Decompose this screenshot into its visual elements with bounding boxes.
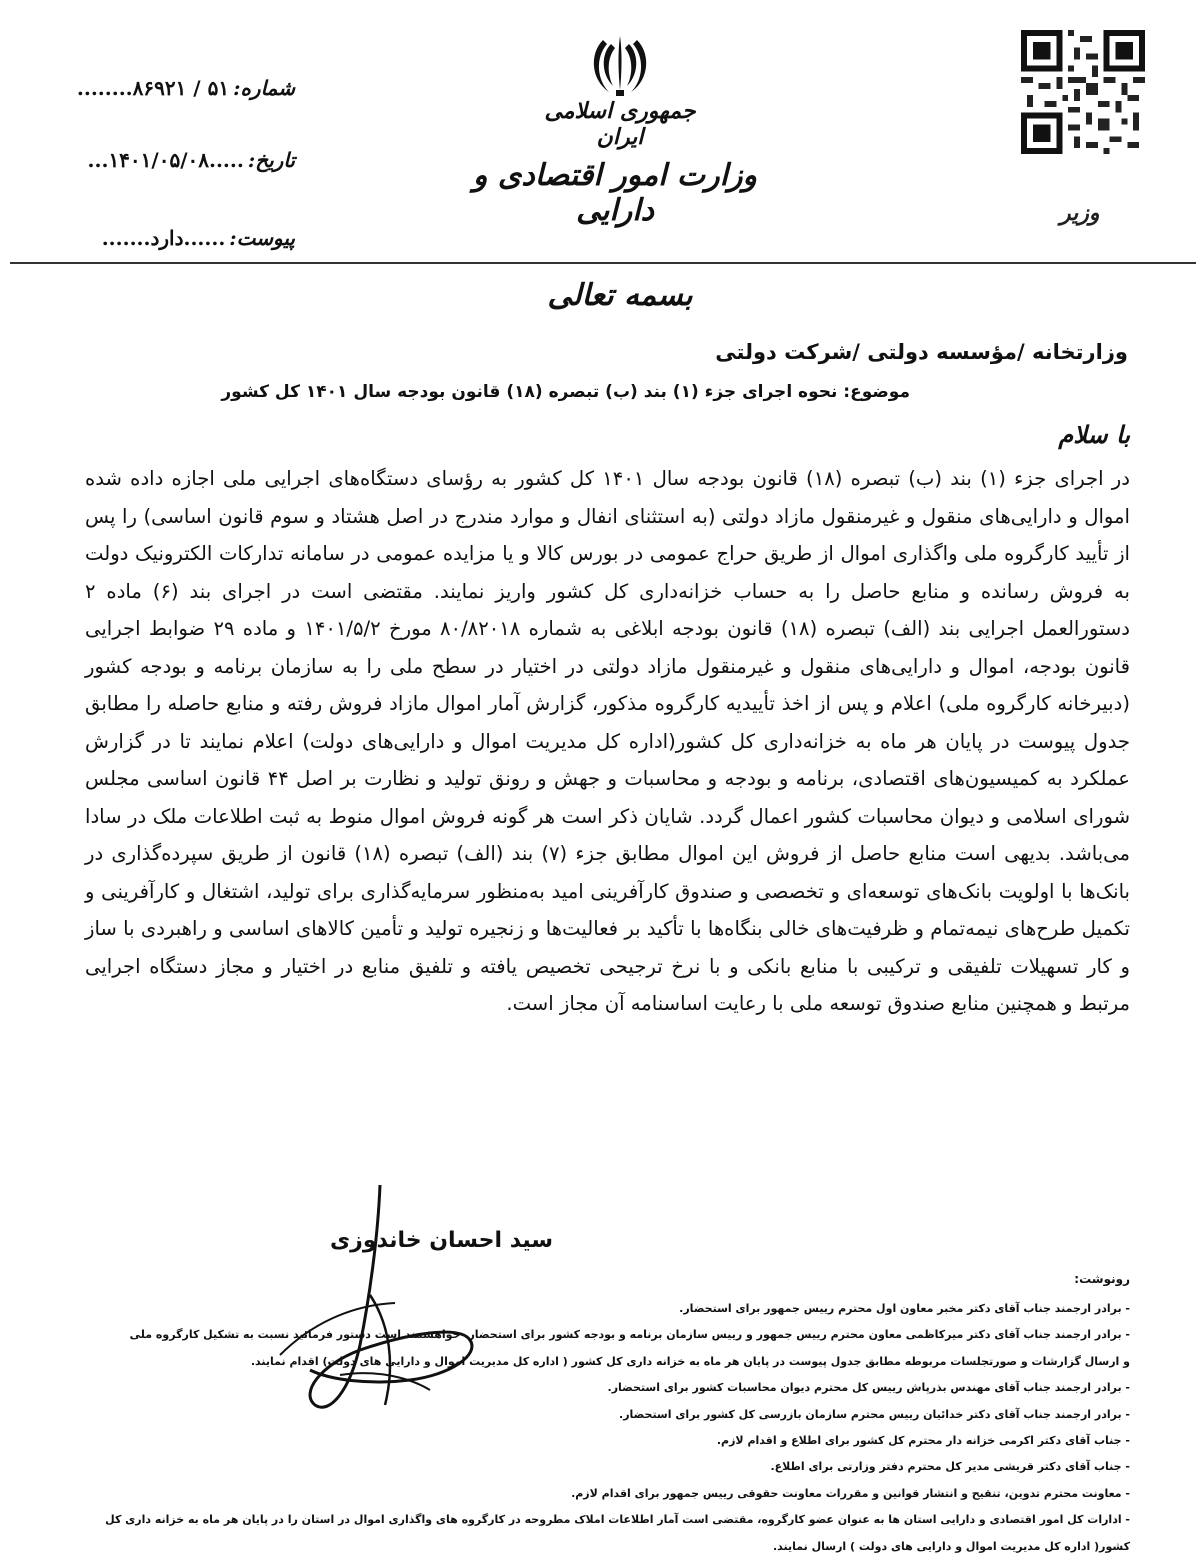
subject-line: موضوع: نحوه اجرای جزء (۱) بند (ب) تبصره (۱۸) قانون بودجه سال ۱۴۰۱ کل کشور bbox=[221, 382, 910, 402]
ministry-title: وزارت امور اقتصادی و دارایی bbox=[473, 158, 757, 228]
cc-title: رونوشت: bbox=[1074, 1272, 1130, 1286]
letter-date: تاریخ:.....۱۴۰۱/۰۵/۰۸... bbox=[87, 148, 295, 172]
cc-item: و ارسال گزارشات و صورتجلسات مربوطه مطابق جدول پیوست در پایان هر ماه به خزانه داری کل کشور ( اداره کل مدیریت اموال و دارایی های دولت) اقدام نمایند. bbox=[250, 1354, 1130, 1368]
cc-item: - برادر ارجمند جناب آقای دکتر میرکاظمی معاون محترم رییس جمهور و رییس سازمان برنامه و بودجه کشور برای استحضار. خواهشمند است دستور فرمائید نسبت به تشکیل کارگروه ملی bbox=[129, 1328, 1130, 1342]
attachment-label: پیوست: bbox=[229, 226, 295, 250]
cc-item: - برادر ارجمند جناب آقای مهندس بذرپاش رییس کل محترم دیوان محاسبات کشور برای استحضار. bbox=[607, 1381, 1130, 1395]
cc-list bbox=[80, 1296, 1130, 1560]
cc-item: - برادر ارجمند جناب آقای دکتر مخبر معاون اول محترم رییس جمهور برای استحضار. bbox=[679, 1302, 1130, 1315]
header-divider bbox=[10, 262, 1196, 264]
signatory-name: سید احسان خاندوزی bbox=[330, 1228, 554, 1253]
date-value: ۱۴۰۱/۰۵/۰۸ bbox=[108, 148, 209, 172]
cc-item: - جناب آقای دکتر قریشی مدیر کل محترم دفتر وزارتی برای اطلاع. bbox=[770, 1460, 1130, 1474]
letter-attachment: پیوست:......دارد....... bbox=[101, 226, 295, 250]
letter-number: شماره:۵۱ / ۸۶۹۲۱........ bbox=[76, 76, 295, 100]
cc-item: - ادارات کل امور اقتصادی و دارایی استان ها به عنوان عضو کارگروه، مقتضی است آمار اطلاعات املاک مطروحه در کارگروه های واگذاری اموال در استان را در پایان هر ماه به خزانه داری کل bbox=[105, 1513, 1130, 1527]
number-label: شماره: bbox=[233, 76, 295, 100]
cc-item: - برادر ارجمند جناب آقای دکتر خدائیان رییس محترم سازمان بازرسی کل کشور برای استحضار. bbox=[619, 1407, 1130, 1421]
cc-item: - معاونت محترم تدوین، تنقیح و انتشار قوانین و مقررات معاونت حقوقی رییس جمهور برای اقدام لازم. bbox=[571, 1486, 1130, 1500]
cc-item: - جناب آقای دکتر اکرمی خزانه دار محترم کل کشور برای اطلاع و اقدام لازم. bbox=[716, 1434, 1130, 1448]
number-value: ۵۱ / ۸۶۹۲۱ bbox=[132, 76, 230, 100]
bismillah: بسمه تعالی bbox=[547, 278, 693, 313]
qr-code-icon bbox=[1020, 30, 1146, 154]
date-label: تاریخ: bbox=[247, 148, 295, 172]
salutation: با سلام bbox=[1058, 420, 1130, 449]
minister-label: وزیر bbox=[1060, 200, 1100, 226]
letter-body: در اجرای جزء (۱) بند (ب) تبصره (۱۸) قانون بودجه سال ۱۴۰۱ کل کشور به رؤسای دستگاه‌های اجرایی ملی اجازه داده شده اموال و دارایی‌های منقول و غیرمنقول مازاد دولتی (به استثنای انفال و موارد مندرج در اصل هشتاد و سوم قانون اساسی) را پس از تأیید کارگروه ملی واگذاری اموال از طریق حراج عمومی در بورس کالا و یا مزایده عمومی در سامانه تدارکات الکترونیک دولت به فروش رسانده و منابع حاصل را به حساب خزانه‌داری کل کشور واریز نمایند. مقتضی است در اجرای بند (۶) ماده ۲ دستورالعمل اجرایی بند (الف) تبصره (۱۸) قانون بودجه ابلاغی به شماره ۸۰/۸۲۰۱۸ مورخ ۱۴۰۱/۵/۲ و ماده ۲۹ ضوابط اجرایی قانون بودجه، اموال و دارایی‌های منقول و غیرمنقول مازاد دولتی در اختیار در سطح ملی را به سازمان برنامه و بودجه کشور (دبیرخانه کارگروه ملی) اعلام و پس از اخذ تأییدیه کارگروه مذکور، گزارش آمار اموال مازاد فروش رفته و منابع حاصله را مطابق جدول پیوست در پایان هر ماه به خزانه‌داری کل کشور(اداره کل مدیریت اموال و دارایی‌های دولت) اعلام نمایند تا در گزارش عملکرد به کمیسیون‌های اقتصادی، برنامه و بودجه و محاسبات و جهش و رونق تولید و نظارت بر اصل ۴۴ قانون اساسی مجلس شورای اسلامی و دیوان محاسبات کشور اعمال گردد. شایان ذکر است هر گونه فروش اموال منوط به ثبت اطلاعات ملک در سادا می‌باشد. بدیهی است منابع حاصل از فروش این اموال مطابق جزء (۷) بند (الف) تبصره (۱۸) قانون از طریق سپرده‌گذاری در بانک‌ها با اولویت بانک‌های توسعه‌ای و تخصصی و صندوق کارآفرینی امید به‌منظور سرمایه‌گذاری برای تولید، اشتغال و کارآفرینی و تکمیل طرح‌های نیمه‌تمام و ظرفیت‌های خالی بنگاه‌ها با تأکید بر فعالیت‌ها و زنجیره تولید و تأمین کالاهای اساسی و راهبردی با ساز و کار تسهیلات تلفیقی و ترکیبی با منابع بانکی و با نرخ ترجیحی تخصیص یافته و تلفیق منابع در اختیار و مجاز دستگاه اجرایی مرتبط و همچنین منابع صندوق توسعه ملی با رعایت اساسنامه آن مجاز است. bbox=[85, 467, 1131, 1015]
recipient: وزارتخانه /مؤسسه دولتی /شرکت دولتی bbox=[715, 340, 1128, 364]
cc-item: کشور( اداره کل مدیریت اموال و دارایی های دولت ) ارسال نمایند. bbox=[772, 1539, 1130, 1553]
republic-title: جمهوری اسلامی ایران bbox=[544, 98, 696, 150]
attachment-value: دارد bbox=[150, 226, 184, 250]
iran-emblem-icon bbox=[585, 30, 655, 100]
